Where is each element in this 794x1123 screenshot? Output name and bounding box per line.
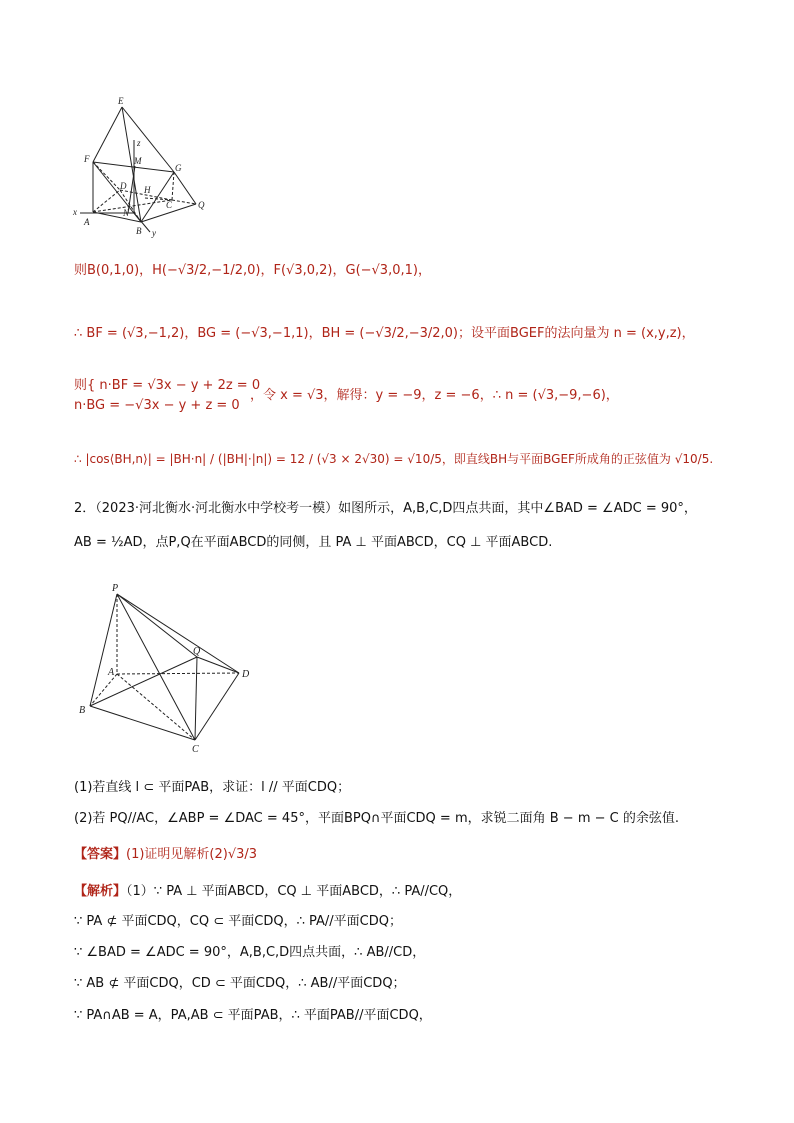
- label-z: z: [137, 138, 141, 148]
- edge-CD: [195, 673, 239, 740]
- solution-line-2: ∵ PA ⊄ 平面CDQ，CQ ⊂ 平面CDQ，∴ PA//平面CDQ；: [74, 914, 402, 929]
- edge-GQ: [174, 172, 196, 204]
- answer-text: (1)证明见解析(2)√3/3: [126, 847, 258, 862]
- solution-line-3: ∵ ∠BAD = ∠ADC = 90°，A,B,C,D四点共面，∴ AB//CD，: [74, 945, 426, 960]
- solution-line-1: [74, 884, 461, 900]
- edge-FD: [93, 162, 120, 190]
- label-P: P: [112, 583, 119, 594]
- line-system-eq1: 则{ n·BF = √3x − y + 2z = 0: [74, 378, 261, 393]
- label-Q: Q: [193, 646, 201, 657]
- label-Q: Q: [198, 200, 205, 210]
- edge-CQ: [172, 200, 196, 204]
- answer-line: [74, 847, 257, 863]
- edge-BQ: [90, 657, 197, 706]
- line-system-eq2: n·BG = −√3x − y + z = 0: [74, 398, 240, 413]
- label-D: D: [242, 669, 250, 680]
- solution-step-1: （1）∵ PA ⊥ 平面ABCD，CQ ⊥ 平面ABCD，∴ PA//CQ，: [126, 884, 462, 899]
- question-2-intro: 2．（2023·河北衡水·河北衡水中学校考一模）如图所示，A,B,C,D四点共面，其中∠BAD = ∠ADC = 90°，: [74, 501, 697, 516]
- label-B: B: [136, 226, 142, 236]
- line-coordinates: 则B(0,1,0)，H(−√3/2,−1/2,0)，F(√3,0,2)，G(−√3,0,1)，: [74, 263, 431, 278]
- question-2-conditions: AB = ½AD，点P,Q在平面ABCD的同侧，且 PA ⊥ 平面ABCD，CQ ⊥ 平面ABCD.: [74, 535, 553, 550]
- edge-AD: [117, 673, 239, 674]
- edge-AD: [93, 190, 120, 212]
- label-G: G: [175, 163, 182, 173]
- figure-2-solid: [78, 578, 262, 756]
- label-y: y: [152, 228, 156, 238]
- edge-PD: [117, 594, 239, 673]
- edge-EG: [122, 107, 174, 172]
- label-B: B: [79, 705, 86, 716]
- answer-tag: 【答案】: [74, 847, 127, 862]
- edge-GB: [141, 172, 174, 222]
- solution-line-5: ∵ PA∩AB = A，PA,AB ⊂ 平面PAB，∴ 平面PAB//平面CDQ，: [74, 1008, 432, 1023]
- label-F: F: [84, 154, 90, 164]
- line-system-solution: ，令 x = √3，解得：y = −9，z = −6，∴ n = (√3,−9,−6)，: [250, 388, 619, 403]
- edge-PB: [90, 594, 117, 706]
- label-C: C: [192, 744, 199, 755]
- solution-line-4: ∵ AB ⊄ 平面CDQ，CD ⊂ 平面CDQ，∴ AB//平面CDQ；: [74, 976, 406, 991]
- sub-question-2: (2)若 PQ//AC，∠ABP = ∠DAC = 45°，平面BPQ∩平面CDQ = m，求锐二面角 B − m − C 的余弦值.: [74, 811, 679, 826]
- figure-1-pyramid: [70, 95, 220, 240]
- label-N: N: [123, 208, 130, 218]
- solution-tag: 【解析】: [74, 884, 127, 899]
- edge-PQ: [117, 594, 197, 657]
- edge-AC: [117, 674, 195, 740]
- edge-EF: [93, 107, 122, 162]
- edge-QC: [195, 657, 197, 740]
- line-vectors: ∴ BF = (√3,−1,2)，BG = (−√3,−1,1)，BH = (−√3/2,−3/2,0)；设平面BGEF的法向量为 n = (x,y,z)，: [74, 326, 695, 341]
- label-H: H: [144, 185, 151, 195]
- label-A: A: [108, 667, 115, 678]
- label-M: M: [134, 156, 142, 166]
- label-x: x: [73, 207, 77, 217]
- sub-question-1: (1)若直线 l ⊂ 平面PAB，求证：l // 平面CDQ；: [74, 780, 351, 795]
- label-C: C: [166, 200, 173, 210]
- label-A: A: [84, 217, 90, 227]
- label-D: D: [120, 181, 127, 191]
- line-cosine: ∴ |cos⟨BH,n⟩| = |BH·n| / (|BH|·|n|) = 12 / (√3 × 2√30) = √10/5，即直线BH与平面BGEF所成角的正弦值为 √10/5.: [74, 452, 714, 466]
- edge-GC: [172, 172, 174, 200]
- label-E: E: [118, 96, 124, 106]
